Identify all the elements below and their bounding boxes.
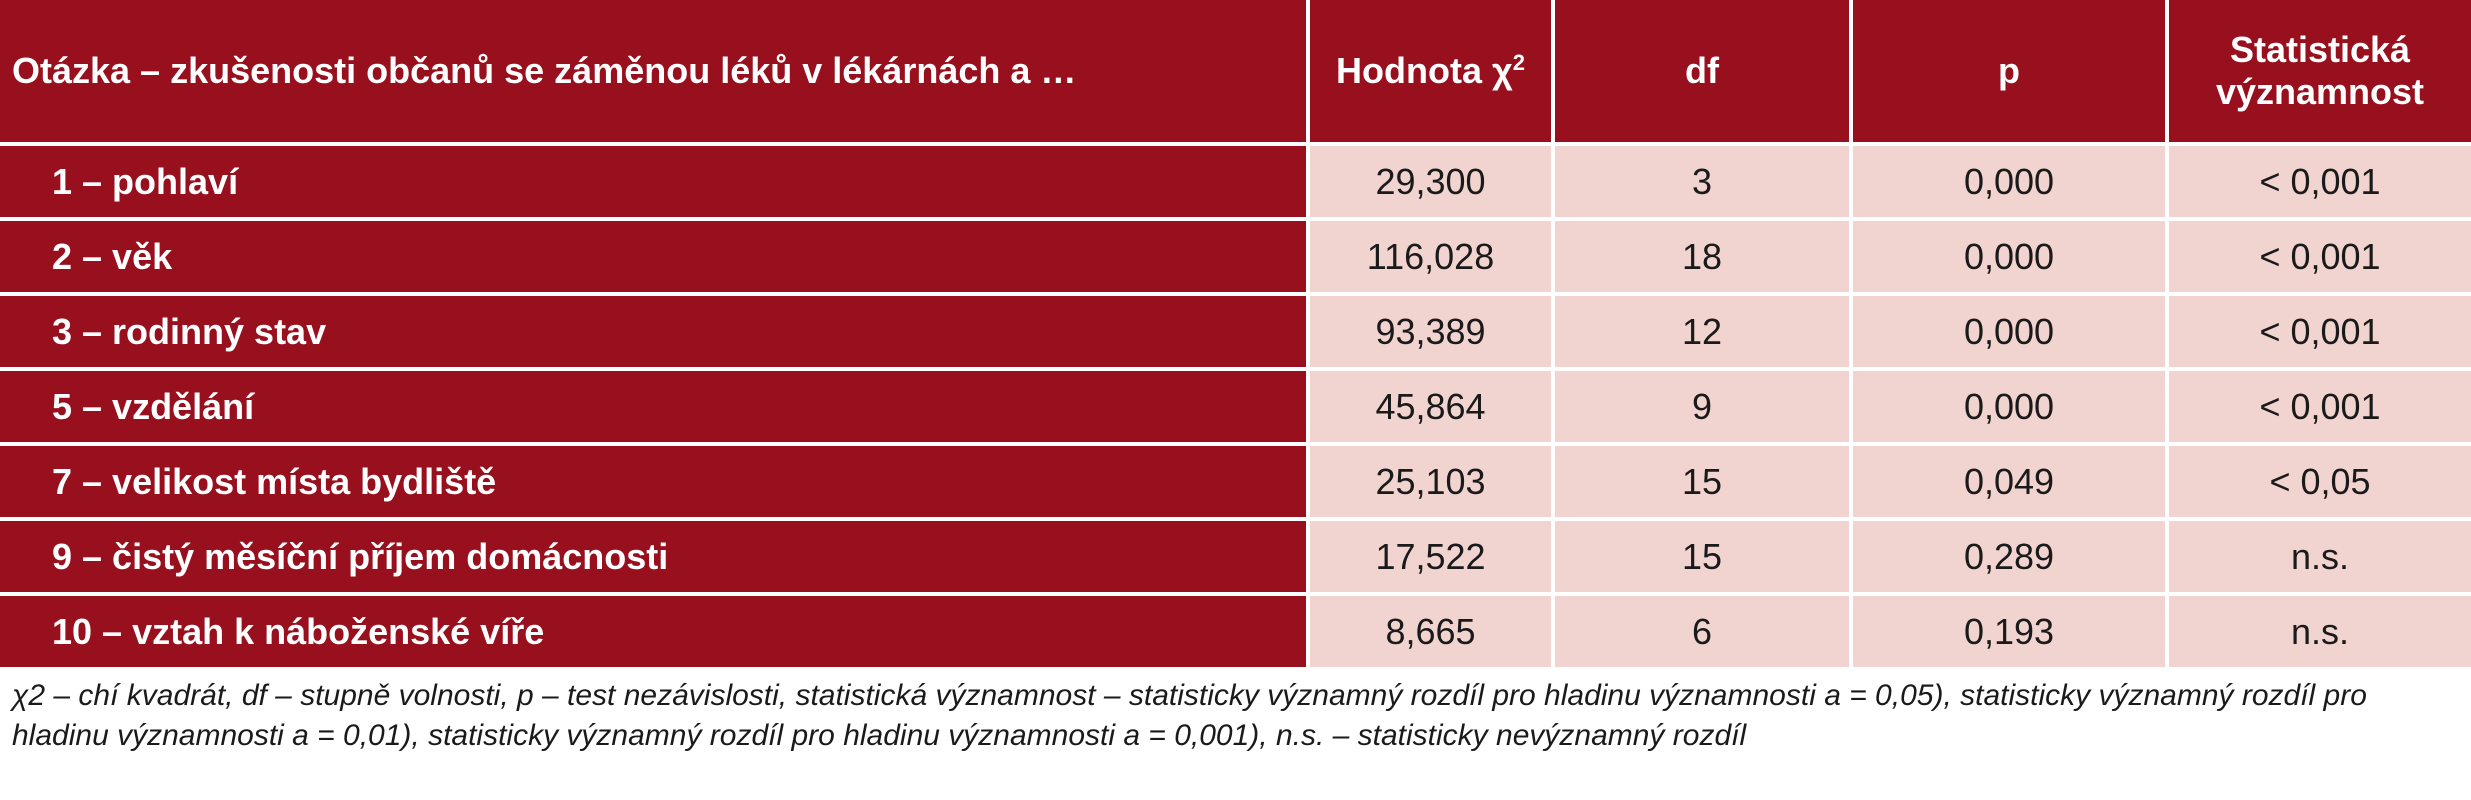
significance-cell: < 0,001 — [2167, 294, 2471, 369]
header-chi-superscript: 2 — [1512, 50, 1525, 75]
row-label: 3 – rodinný stav — [0, 294, 1308, 369]
header-p — [1851, 0, 2167, 144]
significance-cell: n.s. — [2167, 519, 2471, 594]
significance-cell: < 0,001 — [2167, 144, 2471, 219]
table-row — [0, 294, 2471, 369]
header-chi-value — [1308, 0, 1553, 144]
df-cell: 12 — [1553, 294, 1851, 369]
table-header-row — [0, 0, 2471, 144]
row-label: 10 – vztah k náboženské víře — [0, 594, 1308, 669]
table-footnote: χ2 – chí kvadrát, df – stupně volnosti, p – test nezávislosti, statistická významnost – statisticky významný rozdíl pro hladinu významnosti a = 0,05), statisticky významný rozdíl pro hladinu významnosti a = 0,01), statisticky významný rozdíl pro hladinu významnosti a = 0,001), n.s. – statisticky nevýznamný rozdíl — [12, 679, 2367, 752]
row-label: 5 – vzdělání — [0, 369, 1308, 444]
df-cell: 9 — [1553, 369, 1851, 444]
row-label: 1 – pohlaví — [0, 144, 1308, 219]
header-question-text: Otázka – zkušenosti občanů se záměnou léků v lékárnách a … — [12, 50, 1077, 91]
chi-value-cell: 25,103 — [1308, 444, 1553, 519]
significance-cell: < 0,05 — [2167, 444, 2471, 519]
chi-value-cell: 116,028 — [1308, 219, 1553, 294]
header-question — [0, 0, 1308, 144]
p-cell: 0,193 — [1851, 594, 2167, 669]
header-significance-text: Statistická významnost — [2215, 29, 2425, 112]
table-row — [0, 219, 2471, 294]
p-cell: 0,289 — [1851, 519, 2167, 594]
chi-value-cell: 29,300 — [1308, 144, 1553, 219]
header-p-text: p — [1998, 50, 2020, 91]
p-cell: 0,049 — [1851, 444, 2167, 519]
p-cell: 0,000 — [1851, 294, 2167, 369]
header-df-text: df — [1685, 50, 1719, 91]
chi-value-cell: 17,522 — [1308, 519, 1553, 594]
df-cell: 15 — [1553, 444, 1851, 519]
header-significance — [2167, 0, 2471, 144]
header-df — [1553, 0, 1851, 144]
significance-cell: < 0,001 — [2167, 369, 2471, 444]
row-label: 2 – věk — [0, 219, 1308, 294]
p-cell: 0,000 — [1851, 369, 2167, 444]
df-cell: 3 — [1553, 144, 1851, 219]
table-row — [0, 594, 2471, 669]
df-cell: 15 — [1553, 519, 1851, 594]
table-row — [0, 369, 2471, 444]
row-label: 9 – čistý měsíční příjem domácnosti — [0, 519, 1308, 594]
df-cell: 6 — [1553, 594, 1851, 669]
significance-cell: < 0,001 — [2167, 219, 2471, 294]
table-row — [0, 444, 2471, 519]
table-row — [0, 144, 2471, 219]
df-cell: 18 — [1553, 219, 1851, 294]
header-chi-label: Hodnota χ — [1336, 50, 1513, 91]
row-label: 7 – velikost místa bydliště — [0, 444, 1308, 519]
chi-value-cell: 45,864 — [1308, 369, 1553, 444]
p-cell: 0,000 — [1851, 144, 2167, 219]
significance-cell: n.s. — [2167, 594, 2471, 669]
chi-value-cell: 93,389 — [1308, 294, 1553, 369]
chi-value-cell: 8,665 — [1308, 594, 1553, 669]
p-cell: 0,000 — [1851, 219, 2167, 294]
table-row — [0, 519, 2471, 594]
